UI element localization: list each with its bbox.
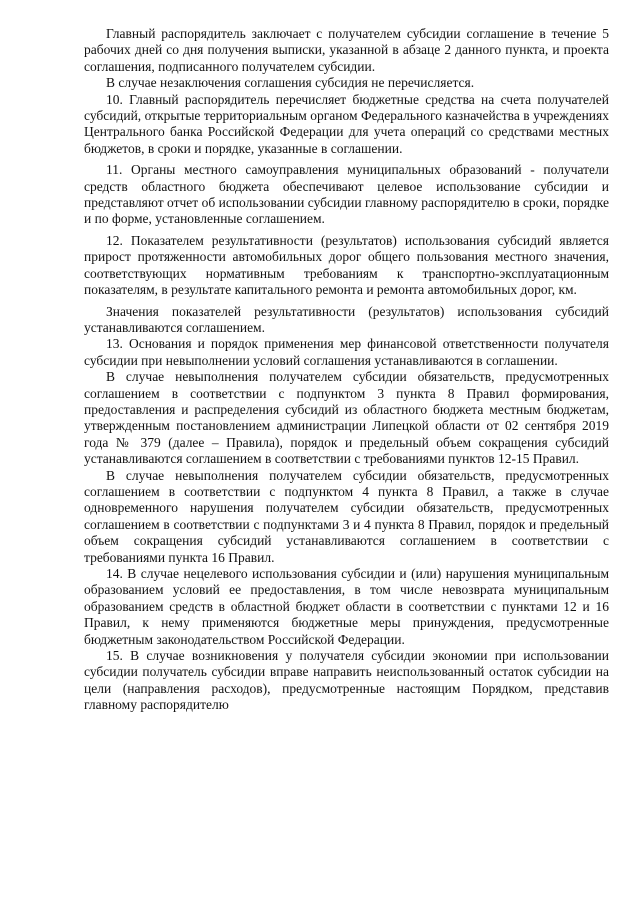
paragraph-item-10: 10. Главный распорядитель перечисляет бюджетные средства на счета получателей субсидий, открытые территориальным органом Федерального казначейства в учреждениях Центрального банка Российской Федерации для учета операций со средствами местных бюджетов, в сроки и порядке, указанные в соглашении. <box>84 91 609 156</box>
paragraph-agreement-term: Главный распорядитель заключает с получателем субсидии соглашение в течение 5 рабочих дней со дня получения выписки, указанной в абзаце 2 данного пункта, и проекта соглашения, подписанного получателем субсидии. <box>84 26 609 74</box>
paragraph-item-13: 13. Основания и порядок применения мер финансовой ответственности получателя субсидии при невыполнении условий соглашения устанавливаются в соглашении. <box>84 336 609 368</box>
paragraph-item-11: 11. Органы местного самоуправления муниципальных образований - получатели средств областного бюджета обеспечивают целевое использование субсидии и представляют отчет об использовании субсидии главному распорядителю в сроки, порядке и по форме, установленные соглашением. <box>84 162 609 227</box>
paragraph-item-14: 14. В случае нецелевого использования субсидии и (или) нарушения муниципальным образованием условий ее предоставления, в том числе невозврата муниципальным образованием средств в областной бюджет области в соответствии с пунктами 12 и 16 Правил, к нему применяются бюджетные меры принуждения, предусмотренные бюджетным законодательством Российской Федерации. <box>84 566 609 647</box>
document-page <box>84 26 609 714</box>
paragraph-indicator-values: Значения показателей результативности (результатов) использования субсидий устанавливаются соглашением. <box>84 303 609 335</box>
paragraph-item-13-case-2: В случае невыполнения получателем субсидии обязательств, предусмотренных соглашением в соответствии с подпунктом 4 пункта 8 Правил, а также в случае одновременного нарушения получателем субсидии обязательств, предусмотренных соглашением в соответствии с подпунктами 3 и 4 пункта 8 Правил, порядок и предельный объем сокращения субсидий устанавливаются соглашением в соответствии с требованиями пункта 16 Правил. <box>84 467 609 565</box>
paragraph-no-agreement: В случае незаключения соглашения субсидия не перечисляется. <box>106 75 475 91</box>
paragraph-item-13-case-1: В случае невыполнения получателем субсидии обязательств, предусмотренных соглашением в соответствии с подпунктом 3 пункта 8 Правил формирования, предоставления и распределения субсидий из областного бюджета местным бюджетам, утвержденным постановлением администрации Липецкой области от 02 сентября 2019 года № 379 (далее – Правила), порядок и предельный объем сокращения субсидий устанавливаются соглашением в соответствии с требованиями пунктов 12-15 Правил. <box>84 369 609 467</box>
paragraph-item-12: 12. Показателем результативности (результатов) использования субсидий является прирост протяженности автомобильных дорог общего пользования местного значения, соответствующих нормативным требованиям к транспортно-эксплуатационным показателям, в результате капитального ремонта и ремонта автомобильных дорог, км. <box>84 232 609 298</box>
paragraph-item-15: 15. В случае возникновения у получателя субсидии экономии при использовании субсидии получатель субсидии вправе направить неиспользованный остаток субсидии на цели (направления расходов), предусмотренные настоящим Порядком, представив главному распорядителю <box>84 648 609 713</box>
